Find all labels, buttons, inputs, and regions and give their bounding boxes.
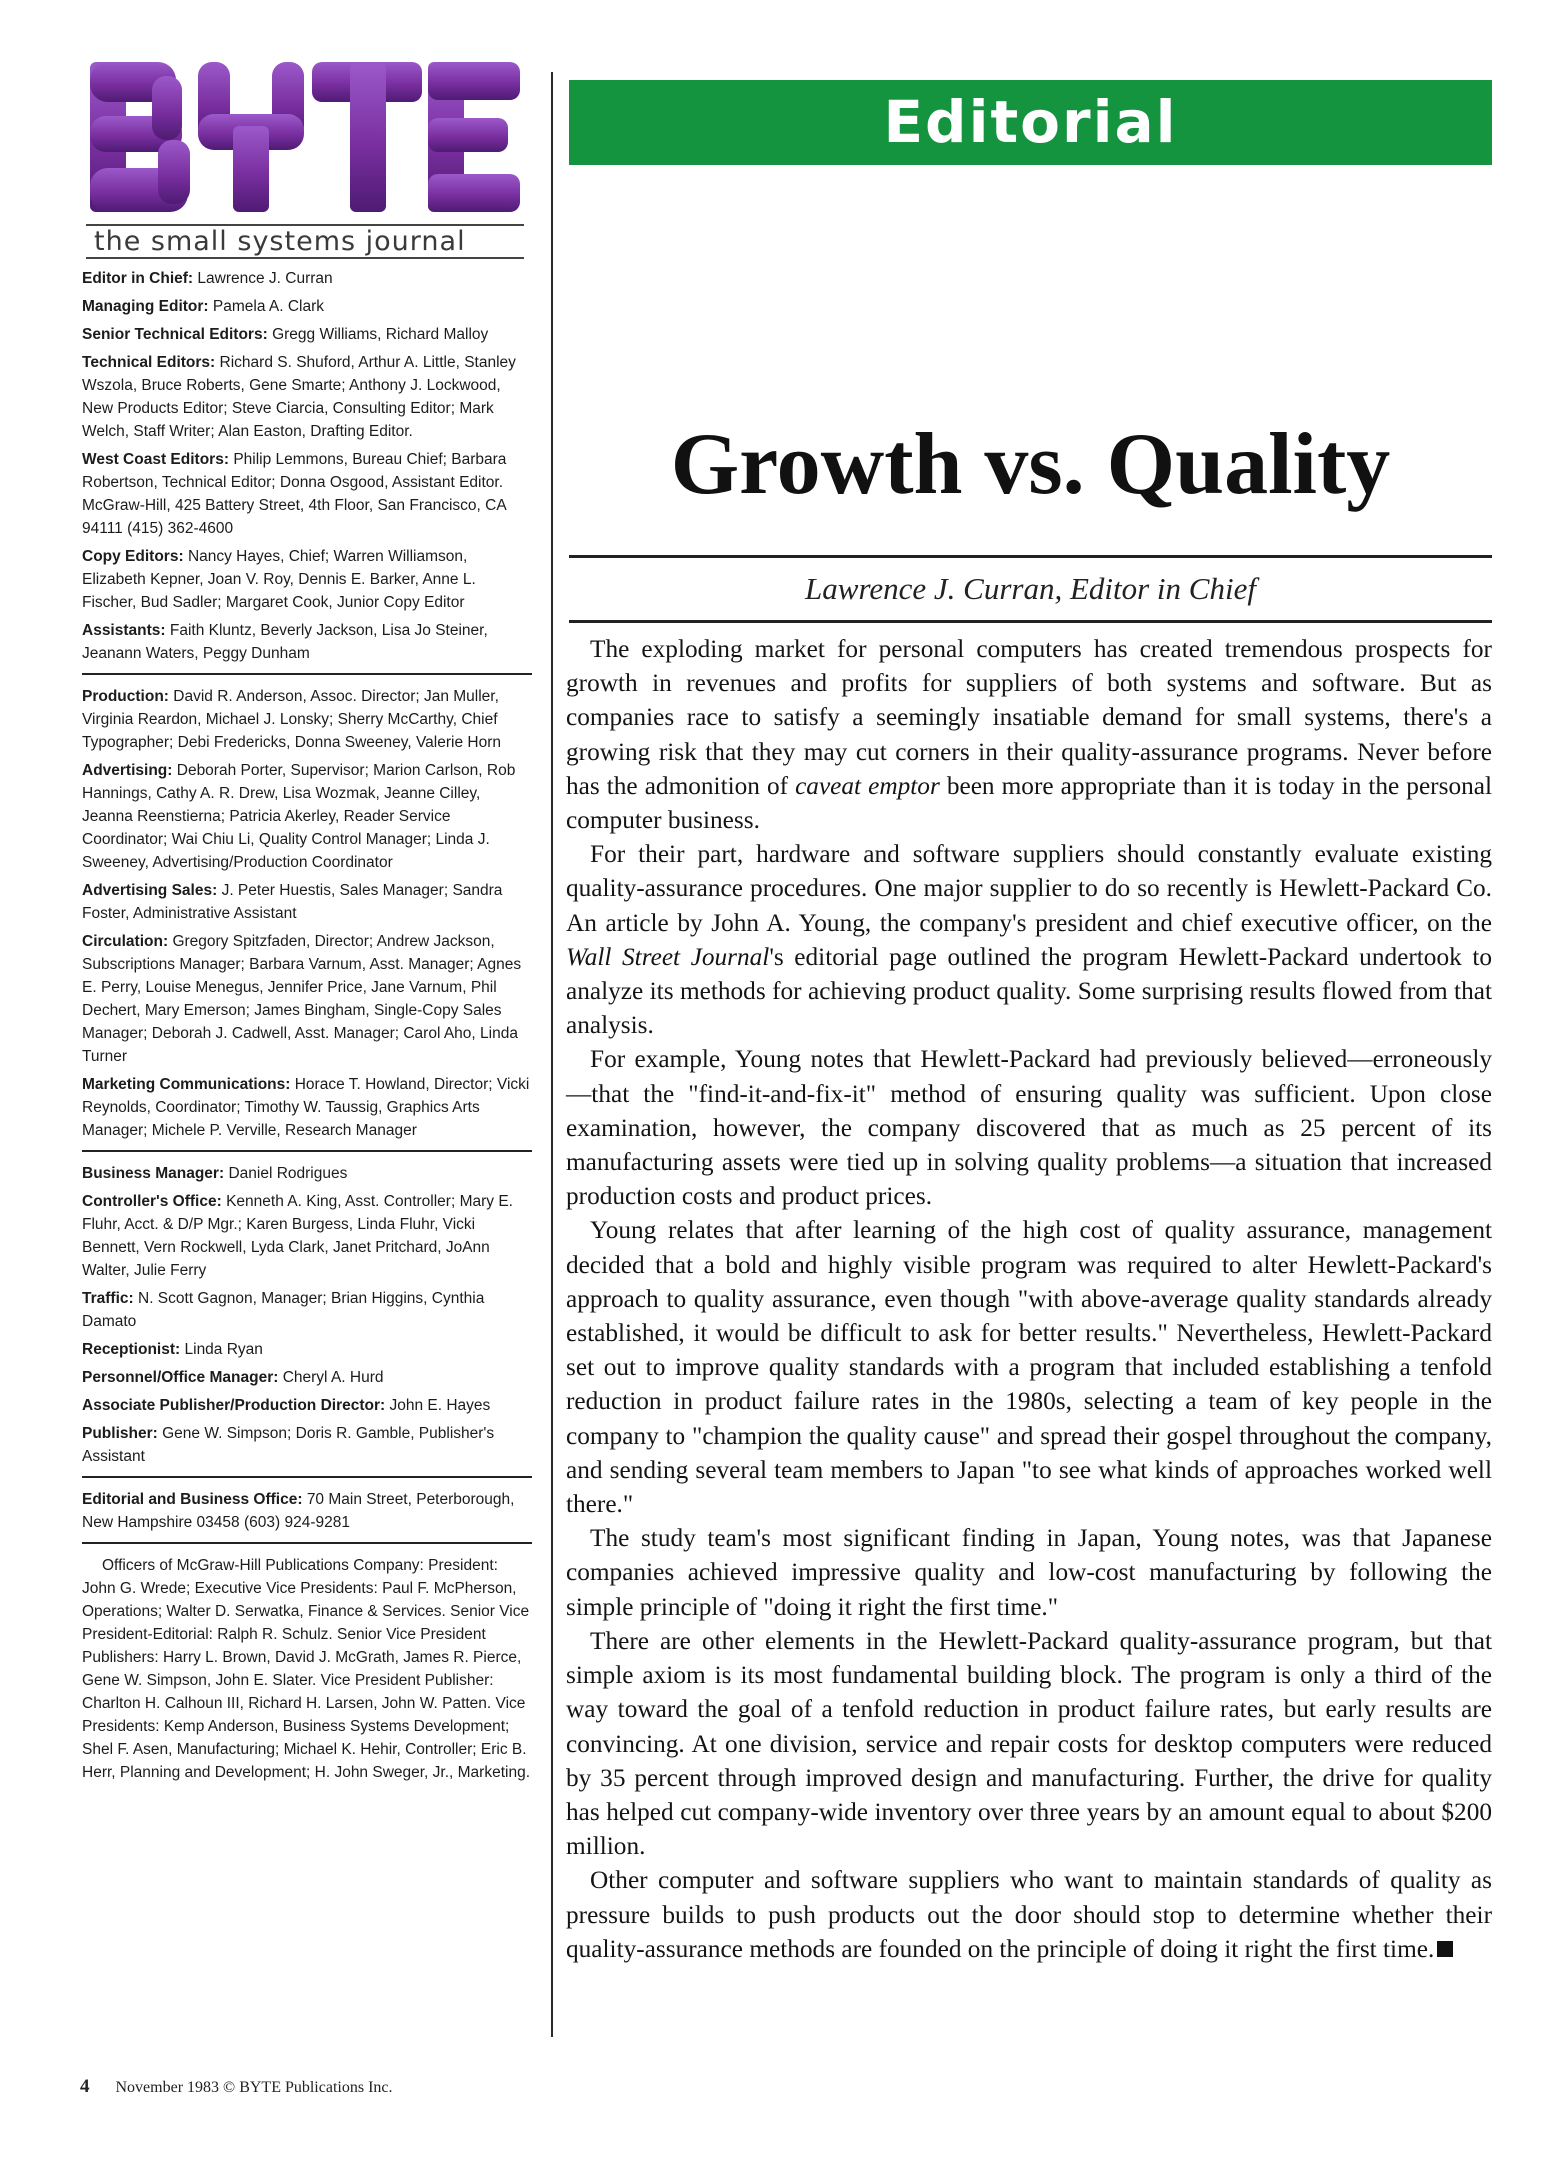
staff-divider — [82, 673, 532, 675]
byte-logo — [86, 56, 526, 216]
staff-entry: Technical Editors: Richard S. Shuford, Arthur A. Little, Stanley Wszola, Bruce Roberts, Gene Smarte; Anthony J. Lockwood, New Products Editor; Steve Ciarcia, Consulting Editor; Mark Welch, Staff Writer; Alan Easton, Drafting Editor. — [82, 354, 516, 440]
masthead — [86, 56, 536, 259]
staff-entry: Managing Editor: Pamela A. Clark — [82, 298, 325, 315]
staff-entry: Marketing Communications: Horace T. Howland, Director; Vicki Reynolds, Coordinator; Timothy W. Taussig, Graphics Arts Manager; Michele P. Verville, Research Manager — [82, 1076, 530, 1139]
staff-entry: Receptionist: Linda Ryan — [82, 1341, 263, 1358]
staff-entry: Business Manager: Daniel Rodrigues — [82, 1165, 348, 1182]
paragraph: For example, Young notes that Hewlett-Packard had previously believed—erroneously—that the "find-it-and-fix-it" method of ensuring quality was sufficient. Upon close examination, however, the company discovered that as much as 25 percent of its manufacturing assets were tied up in solving quality problems—a situation that increased production costs and product prices. — [566, 1045, 1492, 1211]
paragraph: Young relates that after learning of the high cost of quality assurance, management decided that a bold and highly visible program was required to alter Hewlett-Packard's approach to quality assurance, even though "with above-average quality standards already established, it would be difficult to ask for better results." Nevertheless, Hewlett-Packard set out to improve quality standards with a program that included establishing a tenfold reduction in product failure rates in the 1980s, selecting a team of key people in the company to "champion the quality cause" and spread their gospel throughout the company, and sending several team members to Japan "to see what kinds of approaches worked well there." — [566, 1216, 1492, 1519]
staff-entry: Editor in Chief: Lawrence J. Curran — [82, 270, 333, 287]
staff-entry: Senior Technical Editors: Gregg Williams, Richard Malloy — [82, 326, 489, 343]
staff-entry: Publisher: Gene W. Simpson; Doris R. Gamble, Publisher's Assistant — [82, 1425, 495, 1465]
paragraph: There are other elements in the Hewlett-Packard quality-assurance program, but that simple axiom is its most fundamental building block. The program is only a third of the way toward the goal of a tenfold reduction in product failure rates, but early results are convincing. At one division, service and repair costs for desktop computers were reduced by 35 percent through improved design and manufacturing. Further, the drive for quality has helped cut company-wide inventory over three years by an amount equal to about $200 million. — [566, 1626, 1492, 1861]
staff-entry: Circulation: Gregory Spitzfaden, Director; Andrew Jackson, Subscriptions Manager; Barbara Varnum, Asst. Manager; Agnes E. Perry, Louise Menegus, Jennifer Price, Jane Varnum, Phil Dechert, Mary Emerson; James Bingham, Single-Copy Sales Manager; Deborah J. Cadwell, Asst. Manager; Carol Aho, Linda Turner — [82, 933, 522, 1065]
byline: Lawrence J. Curran, Editor in Chief — [569, 555, 1492, 623]
staff-divider — [82, 1542, 532, 1544]
staff-entry: Production: David R. Anderson, Assoc. Director; Jan Muller, Virginia Reardon, Michael J. Lonsky; Sherry McCarthy, Chief Typographer; Debi Fredericks, Donna Sweeney, Valerie Horn — [82, 688, 501, 751]
staff-entry: Traffic: N. Scott Gagnon, Manager; Brian Higgins, Cynthia Damato — [82, 1290, 485, 1330]
page-number: 4 — [80, 2076, 90, 2097]
column-rule — [551, 72, 553, 2037]
paragraph: The exploding market for personal computers has created tremendous prospects for growth in revenues and profits for suppliers of both systems and software. But as companies race to satisfy a seemingly insatiable demand for small systems, there's a growing risk that they may cut corners in their quality-assurance programs. Never before has the admonition of caveat emptor been more appropriate than it is today in the personal computer business. — [566, 635, 1493, 835]
staff-entry: Associate Publisher/Production Director: John E. Hayes — [82, 1397, 491, 1414]
page-footer — [80, 2076, 393, 2098]
officers-list: Officers of McGraw-Hill Publications Company: President: John G. Wrede; Executive Vice Presidents: Paul F. McPherson, Operations; Walter D. Serwatka, Finance & Services. Senior Vice President-Editorial: Ralph R. Schulz. Senior Vice President Publishers: Harry L. Brown, David J. McGrath, James R. Pierce, Gene W. Simpson, John E. Slater. Vice President Publisher: Charlton H. Calhoun III, Richard H. Larsen, John W. Patten. Vice Presidents: Kemp Anderson, Business Systems Development; Shel F. Asen, Manufacturing; Michael K. Hehir, Controller; Eric B. Herr, Planning and Development; H. John Sweger, Jr., Marketing. — [82, 1557, 531, 1781]
section-banner: Editorial — [569, 80, 1492, 165]
paragraph: Other computer and software suppliers who want to maintain standards of quality as pressure builds to push products out the door should stop to determine whether their quality-assurance methods are founded on the principle of doing it right the first time. — [566, 1866, 1492, 1963]
staff-entry: West Coast Editors: Philip Lemmons, Bureau Chief; Barbara Robertson, Technical Editor; Donna Osgood, Assistant Editor. McGraw-Hill, 425 Battery Street, 4th Floor, San Francisco, CA 94111 (415) 362-4600 — [82, 451, 507, 537]
staff-entry: Editorial and Business Office: 70 Main Street, Peterborough, New Hampshire 03458 (603) 924-9281 — [82, 1491, 515, 1531]
staff-entry: Advertising: Deborah Porter, Supervisor; Marion Carlson, Rob Hannings, Cathy A. R. Drew, Lisa Wozmak, Jeanne Cilley, Jeanna Reenstierna; Patricia Akerley, Reader Service Coordinator; Wai Chiu Li, Quality Control Manager; Linda J. Sweeney, Advertising/Production Coordinator — [82, 762, 516, 871]
staff-entry: Advertising Sales: J. Peter Huestis, Sales Manager; Sandra Foster, Administrative Assistant — [82, 882, 503, 922]
article-body — [566, 632, 1492, 1966]
staff-entry: Copy Editors: Nancy Hayes, Chief; Warren Williamson, Elizabeth Kepner, Joan V. Roy, Dennis E. Barker, Anne L. Fischer, Bud Sadler; Margaret Cook, Junior Copy Editor — [82, 548, 476, 611]
footer-dateline: November 1983 © BYTE Publications Inc. — [115, 2079, 393, 2096]
masthead-tagline: the small systems journal — [86, 224, 524, 259]
staff-entry: Personnel/Office Manager: Cheryl A. Hurd — [82, 1369, 384, 1386]
paragraph: The study team's most significant finding in Japan, Young notes, was that Japanese companies achieved impressive quality and low-cost manufacturing by following the simple principle of "doing it right the first time." — [566, 1524, 1492, 1621]
staff-box — [82, 267, 532, 1789]
end-mark-icon — [1437, 1941, 1453, 1957]
page-title: Growth vs. Quality — [670, 416, 1391, 513]
staff-entry: Assistants: Faith Kluntz, Beverly Jackson, Lisa Jo Steiner, Jeanann Waters, Peggy Dunham — [82, 622, 488, 662]
staff-divider — [82, 1476, 532, 1478]
staff-divider — [82, 1150, 532, 1152]
paragraph: For their part, hardware and software suppliers should constantly evaluate existing quality-assurance procedures. One major supplier to do so recently is Hewlett-Packard Co. An article by John A. Young, the company's president and chief executive officer, on the Wall Street Journal's editorial page outlined the program Hewlett-Packard undertook to analyze its methods for achieving product quality. Some surprising results flowed from that analysis. — [566, 840, 1492, 1040]
staff-entry: Controller's Office: Kenneth A. King, Asst. Controller; Mary E. Fluhr, Acct. & D/P Mgr.; Karen Burgess, Linda Fluhr, Vicki Bennett, Vern Rockwell, Lyda Clark, Janet Pritchard, JoAnn Walter, Julie Ferry — [82, 1193, 513, 1279]
